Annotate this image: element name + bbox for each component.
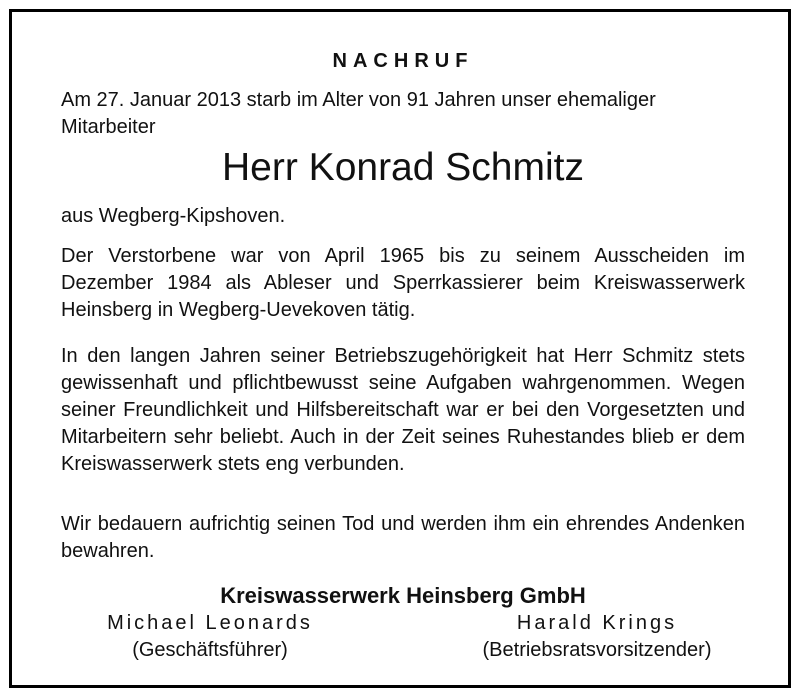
company-name: Kreiswasserwerk Heinsberg GmbH [220,583,586,608]
signatory-left [45,610,375,664]
obituary-notice [9,9,791,688]
origin-text: aus Wegberg-Kipshoven. [61,205,286,227]
signatory-role: (Geschäftsführer) [132,639,288,661]
service-paragraph: Der Verstorbene war von April 1965 bis zu seinem Ausscheiden im Dezember 1984 als Ableser und Sperrkassierer beim Kreiswasserwerk Heinsberg in Wegberg-Uevekoven tätig. [61,245,745,321]
signatory-name: Michael Leonards [107,612,313,634]
signatory-role: (Betriebsratsvorsitzender) [482,639,712,661]
deceased-name: Herr Konrad Schmitz [222,146,584,189]
closing-paragraph: Wir bedauern aufrichtig seinen Tod und werden ihm ein ehrendes Andenken bewahren. [61,513,745,562]
intro-text: Am 27. Januar 2013 starb im Alter von 91 Jahren unser ehemaliger Mitarbeiter [61,89,656,138]
signatory-name: Harald Krings [516,612,678,634]
character-paragraph: In den langen Jahren seiner Betriebszugehörigkeit hat Herr Schmitz stets gewissenhaft und pflichtbewusst seine Aufgaben wahrgenommen. Wegen seiner Freundlichkeit und Hilfsbereitschaft war er bei den Vorgesetzten und Mitarbeitern sehr beliebt. Auch in der Zeit seines Ruhestandes blieb er dem Kreiswasserwerk stets eng verbunden. [61,345,745,475]
signatory-right [432,610,762,664]
notice-heading: NACHRUF [332,50,474,72]
